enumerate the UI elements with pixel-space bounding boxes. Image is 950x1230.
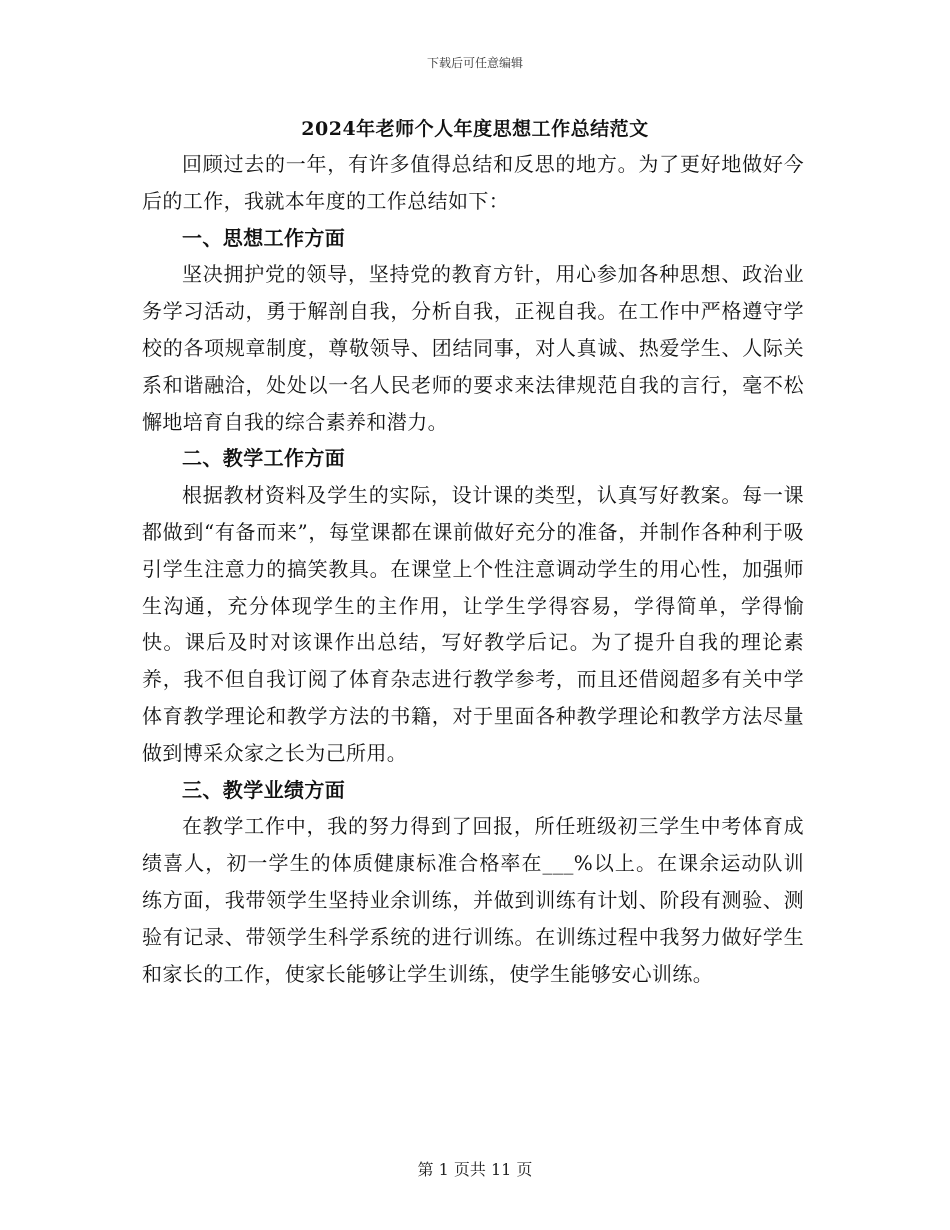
section-body-teaching: 根据教材资料及学生的实际，设计课的类型，认真写好教案。每一课都做到“有备而来”，每堂课都在课前做好充分的准备，并制作各种利于吸引学生注意力的搞笑教具。在课堂上个性注意调动学生的用心性，加强师生沟通，充分体现学生的主作用，让学生学得容易，学得简单，学得愉快。课后及时对该课作出总结，写好教学后记。为了提升自我的理论素养，我不但自我订阅了体育杂志进行教学参考，而且还借阅超多有关中学体育教学理论和教学方法的书籍，对于里面各种教学理论和教学方法尽量做到博采众家之长为己所用。 [142, 483, 804, 765]
section-heading-performance: 三、教学业绩方面 [182, 777, 346, 802]
document-title: 2024年老师个人年度思想工作总结范文 [301, 118, 649, 140]
download-note: 下载后可任意编辑 [426, 56, 523, 70]
section-heading-teaching: 二、教学工作方面 [182, 446, 346, 471]
section-body-thought: 坚决拥护党的领导，坚持党的教育方针，用心参加各种思想、政治业务学习活动，勇于解剖自我，分析自我，正视自我。在工作中严格遵守学校的各项规章制度，尊敬领导、团结同事，对人真诚、热爱学生、人际关系和谐融洽，处处以一名人民老师的要求来法律规范自我的言行，毫不松懈地培育自我的综合素养和潜力。 [142, 262, 804, 434]
section-heading-thought: 一、思想工作方面 [182, 225, 346, 250]
page-indicator: 第 1 页共 11 页 [417, 1160, 533, 1179]
section-body-performance: 在教学工作中，我的努力得到了回报，所任班级初三学生中考体育成绩喜人，初一学生的体质健康标准合格率在___%以上。在课余运动队训练方面，我带领学生坚持业余训练，并做到训练有计划、阶段有测验、测验有记录、带领学生科学系统的进行训练。在训练过程中我努力做好学生和家长的工作，使家长能够让学生训练，使学生能够安心训练。 [142, 814, 804, 986]
document-body [142, 146, 804, 992]
intro-paragraph: 回顾过去的一年，有许多值得总结和反思的地方。为了更好地做好今后的工作，我就本年度的工作总结如下： [142, 152, 804, 213]
